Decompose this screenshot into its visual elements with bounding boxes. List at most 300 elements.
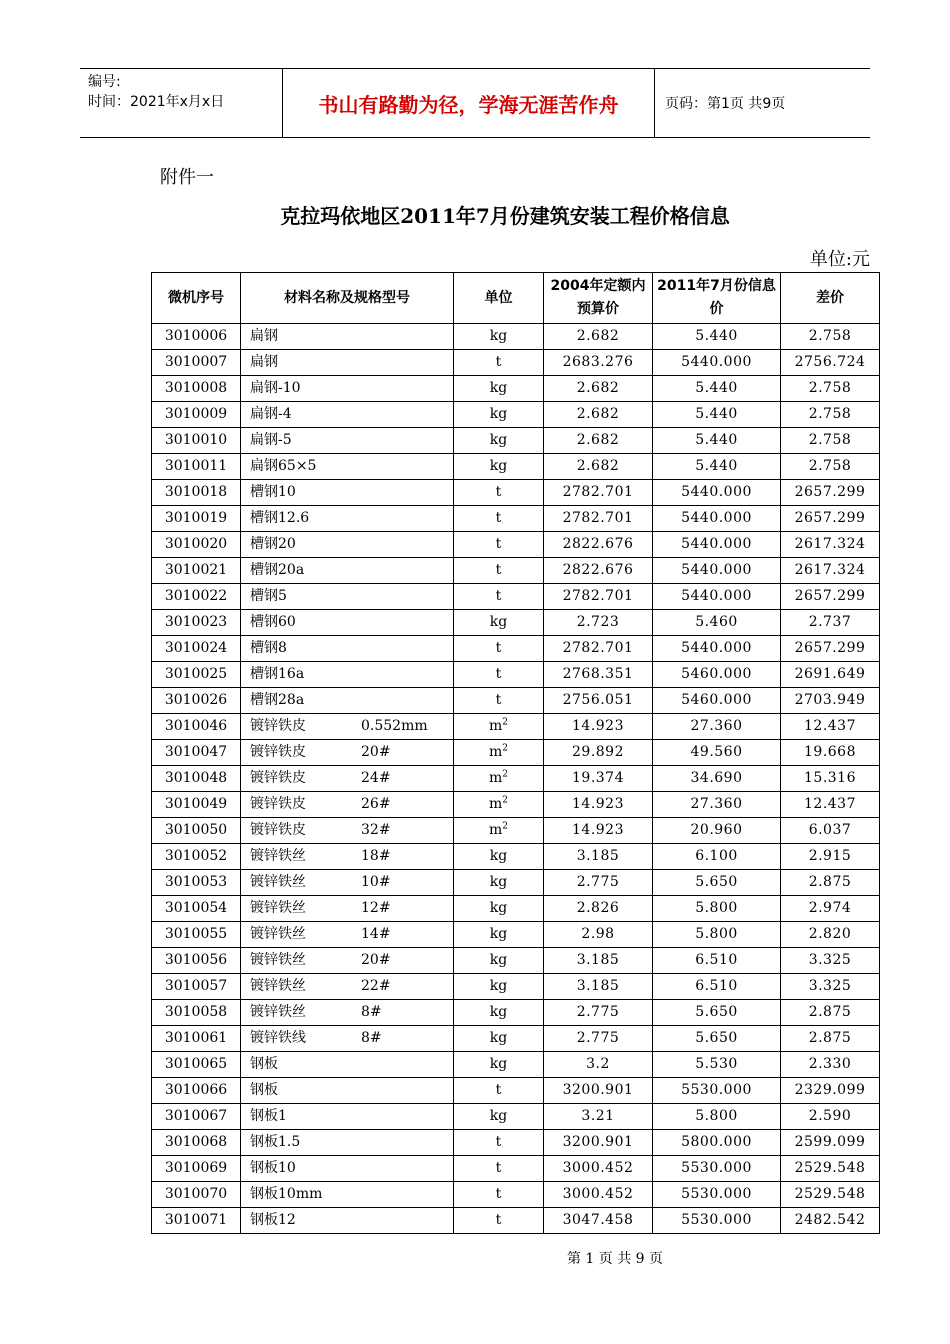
material-name: 扁钢 — [250, 354, 278, 370]
table-row — [152, 376, 880, 402]
material-name: 扁钢-10 — [250, 380, 301, 396]
material-name: 镀锌铁丝 — [250, 848, 306, 864]
material-spec: 18# — [361, 848, 391, 864]
cell-diff: 3.325 — [781, 948, 880, 974]
material-name: 扁钢65×5 — [250, 458, 317, 474]
cell-budget-price: 2.723 — [544, 610, 653, 636]
material-spec: 14# — [361, 926, 391, 942]
cell-code: 3010020 — [152, 532, 241, 558]
header-page-info: 页码：第1页 共9页 — [665, 96, 786, 112]
material-name: 镀锌铁丝 — [250, 874, 306, 890]
cell-unit — [454, 324, 544, 350]
material-name: 扁钢 — [250, 328, 278, 344]
cell-diff: 2.737 — [781, 610, 880, 636]
cell-unit — [454, 792, 544, 818]
table-row — [152, 896, 880, 922]
material-name: 镀锌铁皮 — [250, 744, 306, 760]
material-name: 槽钢28a — [250, 692, 305, 708]
unit-text: kg — [489, 874, 508, 890]
material-name: 槽钢8 — [250, 640, 287, 656]
cell-name — [241, 662, 454, 688]
cell-diff: 2529.548 — [781, 1156, 880, 1182]
cell-info-price: 5.650 — [653, 870, 781, 896]
cell-diff: 2657.299 — [781, 506, 880, 532]
material-spec: 8# — [361, 1030, 382, 1046]
cell-unit — [454, 1000, 544, 1026]
material-spec: 20# — [361, 952, 391, 968]
cell-budget-price: 3200.901 — [544, 1078, 653, 1104]
cell-info-price: 5530.000 — [653, 1078, 781, 1104]
unit-text: t — [495, 354, 502, 370]
unit-text: kg — [489, 978, 508, 994]
cell-info-price: 5.800 — [653, 896, 781, 922]
cell-info-price: 27.360 — [653, 714, 781, 740]
cell-diff: 2617.324 — [781, 532, 880, 558]
material-spec: 22# — [361, 978, 391, 994]
cell-info-price: 5.440 — [653, 454, 781, 480]
cell-info-price: 5.650 — [653, 1026, 781, 1052]
cell-name — [241, 948, 454, 974]
material-spec: 20# — [361, 744, 391, 760]
unit-text: t — [495, 562, 502, 578]
cell-code: 3010006 — [152, 324, 241, 350]
material-name: 槽钢20 — [250, 536, 296, 552]
cell-info-price: 5.650 — [653, 1000, 781, 1026]
unit-text: kg — [489, 614, 508, 630]
cell-name — [241, 636, 454, 662]
cell-name — [241, 1026, 454, 1052]
cell-info-price: 27.360 — [653, 792, 781, 818]
cell-unit — [454, 662, 544, 688]
table-row — [152, 584, 880, 610]
cell-budget-price: 3.2 — [544, 1052, 653, 1078]
table-row — [152, 454, 880, 480]
cell-diff: 19.668 — [781, 740, 880, 766]
cell-unit — [454, 532, 544, 558]
cell-info-price: 5440.000 — [653, 480, 781, 506]
cell-budget-price: 2782.701 — [544, 636, 653, 662]
cell-diff: 2.915 — [781, 844, 880, 870]
table-row — [152, 818, 880, 844]
material-spec: 12# — [361, 900, 391, 916]
cell-code: 3010056 — [152, 948, 241, 974]
cell-diff: 2.875 — [781, 870, 880, 896]
cell-diff: 3.325 — [781, 974, 880, 1000]
cell-diff: 2.330 — [781, 1052, 880, 1078]
cell-name — [241, 1182, 454, 1208]
cell-info-price: 5440.000 — [653, 350, 781, 376]
cell-unit — [454, 922, 544, 948]
unit-text: kg — [489, 1030, 508, 1046]
cell-budget-price: 2.682 — [544, 454, 653, 480]
unit-text: m — [488, 770, 503, 786]
cell-diff: 2.758 — [781, 376, 880, 402]
cell-info-price: 5440.000 — [653, 584, 781, 610]
cell-diff: 2329.099 — [781, 1078, 880, 1104]
material-name: 镀锌铁丝 — [250, 926, 306, 942]
unit-text: t — [495, 510, 502, 526]
cell-info-price: 5.440 — [653, 376, 781, 402]
cell-diff: 2.758 — [781, 428, 880, 454]
cell-budget-price: 3.185 — [544, 974, 653, 1000]
cell-code: 3010065 — [152, 1052, 241, 1078]
cell-budget-price: 2768.351 — [544, 662, 653, 688]
cell-info-price: 5440.000 — [653, 532, 781, 558]
table-row — [152, 1208, 880, 1234]
cell-unit — [454, 1208, 544, 1234]
cell-info-price: 6.510 — [653, 948, 781, 974]
cell-unit — [454, 844, 544, 870]
number-label: 编号: — [88, 74, 121, 90]
cell-info-price: 6.100 — [653, 844, 781, 870]
unit-superscript: 2 — [502, 717, 508, 728]
cell-diff: 2.758 — [781, 402, 880, 428]
cell-code: 3010021 — [152, 558, 241, 584]
material-name: 槽钢10 — [250, 484, 296, 500]
cell-info-price: 5530.000 — [653, 1208, 781, 1234]
table-row — [152, 636, 880, 662]
cell-code: 3010052 — [152, 844, 241, 870]
cell-unit — [454, 376, 544, 402]
table-row — [152, 688, 880, 714]
material-spec: 32# — [361, 822, 391, 838]
cell-info-price: 5530.000 — [653, 1156, 781, 1182]
cell-code: 3010018 — [152, 480, 241, 506]
cell-name — [241, 818, 454, 844]
cell-unit — [454, 454, 544, 480]
cell-code: 3010009 — [152, 402, 241, 428]
cell-diff: 2691.649 — [781, 662, 880, 688]
cell-code: 3010008 — [152, 376, 241, 402]
cell-code: 3010069 — [152, 1156, 241, 1182]
cell-info-price: 5440.000 — [653, 558, 781, 584]
cell-name — [241, 1130, 454, 1156]
cell-budget-price: 29.892 — [544, 740, 653, 766]
table-row — [152, 948, 880, 974]
cell-code: 3010055 — [152, 922, 241, 948]
cell-budget-price: 3000.452 — [544, 1156, 653, 1182]
cell-info-price: 5530.000 — [653, 1182, 781, 1208]
cell-code: 3010047 — [152, 740, 241, 766]
cell-unit — [454, 402, 544, 428]
cell-info-price: 5.460 — [653, 610, 781, 636]
material-name: 槽钢16a — [250, 666, 305, 682]
cell-diff: 2.590 — [781, 1104, 880, 1130]
material-name: 钢板10mm — [250, 1186, 323, 1202]
cell-name — [241, 792, 454, 818]
cell-unit — [454, 428, 544, 454]
unit-text: kg — [489, 1004, 508, 1020]
table-row — [152, 766, 880, 792]
cell-info-price: 6.510 — [653, 974, 781, 1000]
unit-text: m — [488, 822, 503, 838]
cell-budget-price: 3200.901 — [544, 1130, 653, 1156]
cell-diff: 6.037 — [781, 818, 880, 844]
cell-code: 3010066 — [152, 1078, 241, 1104]
cell-budget-price: 2756.051 — [544, 688, 653, 714]
cell-name — [241, 610, 454, 636]
cell-unit — [454, 1130, 544, 1156]
cell-code: 3010011 — [152, 454, 241, 480]
cell-budget-price: 2822.676 — [544, 558, 653, 584]
cell-info-price: 5460.000 — [653, 662, 781, 688]
cell-code: 3010061 — [152, 1026, 241, 1052]
table-row — [152, 558, 880, 584]
cell-unit — [454, 350, 544, 376]
unit-text: m — [488, 744, 503, 760]
material-name: 钢板 — [250, 1056, 278, 1072]
material-spec: 26# — [361, 796, 391, 812]
cell-code: 3010071 — [152, 1208, 241, 1234]
cell-code: 3010010 — [152, 428, 241, 454]
material-name: 扁钢-4 — [250, 406, 292, 422]
cell-name — [241, 558, 454, 584]
table-body — [152, 324, 880, 1234]
cell-budget-price: 2782.701 — [544, 480, 653, 506]
cell-code: 3010019 — [152, 506, 241, 532]
material-name: 钢板10 — [250, 1160, 296, 1176]
unit-superscript: 2 — [502, 769, 508, 780]
cell-info-price: 5440.000 — [653, 506, 781, 532]
unit-text: m — [488, 796, 503, 812]
cell-name — [241, 1052, 454, 1078]
cell-info-price: 5.800 — [653, 1104, 781, 1130]
cell-diff: 15.316 — [781, 766, 880, 792]
table-row — [152, 1130, 880, 1156]
cell-unit — [454, 506, 544, 532]
cell-name — [241, 324, 454, 350]
material-spec: 24# — [361, 770, 391, 786]
cell-diff: 2.974 — [781, 896, 880, 922]
unit-superscript: 2 — [502, 743, 508, 754]
cell-info-price: 49.560 — [653, 740, 781, 766]
unit-superscript: 2 — [502, 795, 508, 806]
cell-diff: 2.820 — [781, 922, 880, 948]
cell-name — [241, 402, 454, 428]
cell-budget-price: 2.826 — [544, 896, 653, 922]
cell-code: 3010007 — [152, 350, 241, 376]
unit-text: t — [495, 640, 502, 656]
cell-unit — [454, 1156, 544, 1182]
page-footer: 第 1 页 共 9 页 — [566, 1251, 664, 1267]
cell-name — [241, 688, 454, 714]
cell-unit — [454, 1026, 544, 1052]
table-row — [152, 740, 880, 766]
unit-text: kg — [489, 900, 508, 916]
cell-budget-price: 3.185 — [544, 948, 653, 974]
table-row — [152, 428, 880, 454]
cell-unit — [454, 714, 544, 740]
cell-name — [241, 584, 454, 610]
cell-budget-price: 3000.452 — [544, 1182, 653, 1208]
table-row — [152, 792, 880, 818]
table-row — [152, 922, 880, 948]
header-diff: 差价 — [781, 273, 880, 324]
unit-text: kg — [489, 458, 508, 474]
header-motto: 书山有路勤为径，学海无涯苦作舟 — [282, 69, 655, 137]
unit-text: t — [495, 536, 502, 552]
cell-name — [241, 480, 454, 506]
material-name: 镀锌铁皮 — [250, 796, 306, 812]
material-name: 钢板12 — [250, 1212, 296, 1228]
table-row — [152, 610, 880, 636]
header-info: 2011年7月份信息价 — [653, 273, 781, 324]
cell-code: 3010050 — [152, 818, 241, 844]
table-row — [152, 1052, 880, 1078]
material-name: 镀锌铁丝 — [250, 978, 306, 994]
cell-unit — [454, 1052, 544, 1078]
cell-info-price: 5.800 — [653, 922, 781, 948]
cell-info-price: 5.440 — [653, 324, 781, 350]
table-row — [152, 974, 880, 1000]
cell-unit — [454, 480, 544, 506]
table-row — [152, 662, 880, 688]
cell-diff: 2482.542 — [781, 1208, 880, 1234]
cell-code: 3010046 — [152, 714, 241, 740]
cell-diff: 2.875 — [781, 1026, 880, 1052]
cell-unit — [454, 610, 544, 636]
cell-code: 3010025 — [152, 662, 241, 688]
unit-text: t — [495, 1212, 502, 1228]
cell-budget-price: 3.21 — [544, 1104, 653, 1130]
cell-code: 3010057 — [152, 974, 241, 1000]
cell-unit — [454, 818, 544, 844]
table-row — [152, 1182, 880, 1208]
cell-name — [241, 1000, 454, 1026]
material-spec: 0.552mm — [361, 718, 428, 734]
cell-diff: 2.758 — [781, 454, 880, 480]
table-row — [152, 1156, 880, 1182]
cell-budget-price: 2.775 — [544, 1000, 653, 1026]
table-row — [152, 714, 880, 740]
cell-name — [241, 766, 454, 792]
unit-text: t — [495, 1186, 502, 1202]
cell-unit — [454, 974, 544, 1000]
unit-text: t — [495, 1160, 502, 1176]
table-row — [152, 1078, 880, 1104]
cell-budget-price: 2.682 — [544, 402, 653, 428]
unit-text: kg — [489, 926, 508, 942]
cell-unit — [454, 688, 544, 714]
cell-code: 3010070 — [152, 1182, 241, 1208]
cell-name — [241, 922, 454, 948]
cell-unit — [454, 740, 544, 766]
unit-text: t — [495, 484, 502, 500]
cell-budget-price: 2782.701 — [544, 506, 653, 532]
cell-unit — [454, 948, 544, 974]
unit-text: kg — [489, 848, 508, 864]
cell-info-price: 5.440 — [653, 428, 781, 454]
unit-text: kg — [489, 1108, 508, 1124]
cell-code: 3010054 — [152, 896, 241, 922]
cell-budget-price: 3047.458 — [544, 1208, 653, 1234]
cell-code: 3010048 — [152, 766, 241, 792]
table-header-row — [152, 273, 880, 324]
cell-code: 3010058 — [152, 1000, 241, 1026]
cell-diff: 2529.548 — [781, 1182, 880, 1208]
cell-diff: 2657.299 — [781, 480, 880, 506]
cell-code: 3010067 — [152, 1104, 241, 1130]
cell-name — [241, 376, 454, 402]
cell-code: 3010068 — [152, 1130, 241, 1156]
cell-info-price: 5.530 — [653, 1052, 781, 1078]
cell-name — [241, 974, 454, 1000]
unit-text: t — [495, 692, 502, 708]
cell-name — [241, 428, 454, 454]
header-name: 材料名称及规格型号 — [241, 273, 454, 324]
unit-text: kg — [489, 1056, 508, 1072]
cell-unit — [454, 896, 544, 922]
cell-budget-price: 2.682 — [544, 376, 653, 402]
cell-diff: 2599.099 — [781, 1130, 880, 1156]
cell-budget-price: 19.374 — [544, 766, 653, 792]
cell-name — [241, 1078, 454, 1104]
cell-name — [241, 454, 454, 480]
material-name: 槽钢60 — [250, 614, 296, 630]
cell-budget-price: 14.923 — [544, 792, 653, 818]
cell-name — [241, 506, 454, 532]
cell-code: 3010049 — [152, 792, 241, 818]
table-row — [152, 402, 880, 428]
cell-budget-price: 2.775 — [544, 1026, 653, 1052]
cell-info-price: 5800.000 — [653, 1130, 781, 1156]
material-name: 扁钢-5 — [250, 432, 292, 448]
cell-unit — [454, 558, 544, 584]
cell-budget-price: 14.923 — [544, 818, 653, 844]
cell-unit — [454, 870, 544, 896]
table-row — [152, 1026, 880, 1052]
cell-name — [241, 740, 454, 766]
material-spec: 8# — [361, 1004, 382, 1020]
table-row — [152, 870, 880, 896]
unit-text: t — [495, 1082, 502, 1098]
cell-code: 3010022 — [152, 584, 241, 610]
cell-budget-price: 2.98 — [544, 922, 653, 948]
cell-diff: 2.758 — [781, 324, 880, 350]
cell-unit — [454, 766, 544, 792]
cell-name — [241, 1208, 454, 1234]
cell-name — [241, 896, 454, 922]
cell-code: 3010053 — [152, 870, 241, 896]
time-label: 时间：2021年x月x日 — [88, 94, 225, 110]
header-unit: 单位 — [454, 273, 544, 324]
cell-info-price: 34.690 — [653, 766, 781, 792]
cell-name — [241, 844, 454, 870]
cell-diff: 2657.299 — [781, 584, 880, 610]
material-name: 镀锌铁皮 — [250, 718, 306, 734]
header-budget: 2004年定额内预算价 — [544, 273, 653, 324]
cell-budget-price: 2.775 — [544, 870, 653, 896]
material-name: 钢板1 — [250, 1108, 287, 1124]
material-name: 钢板 — [250, 1082, 278, 1098]
material-name: 镀锌铁皮 — [250, 770, 306, 786]
table-row — [152, 1104, 880, 1130]
cell-budget-price: 2683.276 — [544, 350, 653, 376]
document-header — [80, 68, 870, 138]
table-row — [152, 324, 880, 350]
unit-text: kg — [489, 432, 508, 448]
material-spec: 10# — [361, 874, 391, 890]
cell-diff: 2756.724 — [781, 350, 880, 376]
table-row — [152, 1000, 880, 1026]
cell-code: 3010026 — [152, 688, 241, 714]
cell-unit — [454, 584, 544, 610]
unit-text: kg — [489, 406, 508, 422]
cell-unit — [454, 1182, 544, 1208]
unit-text: m — [488, 718, 503, 734]
cell-unit — [454, 1078, 544, 1104]
cell-info-price: 5440.000 — [653, 636, 781, 662]
